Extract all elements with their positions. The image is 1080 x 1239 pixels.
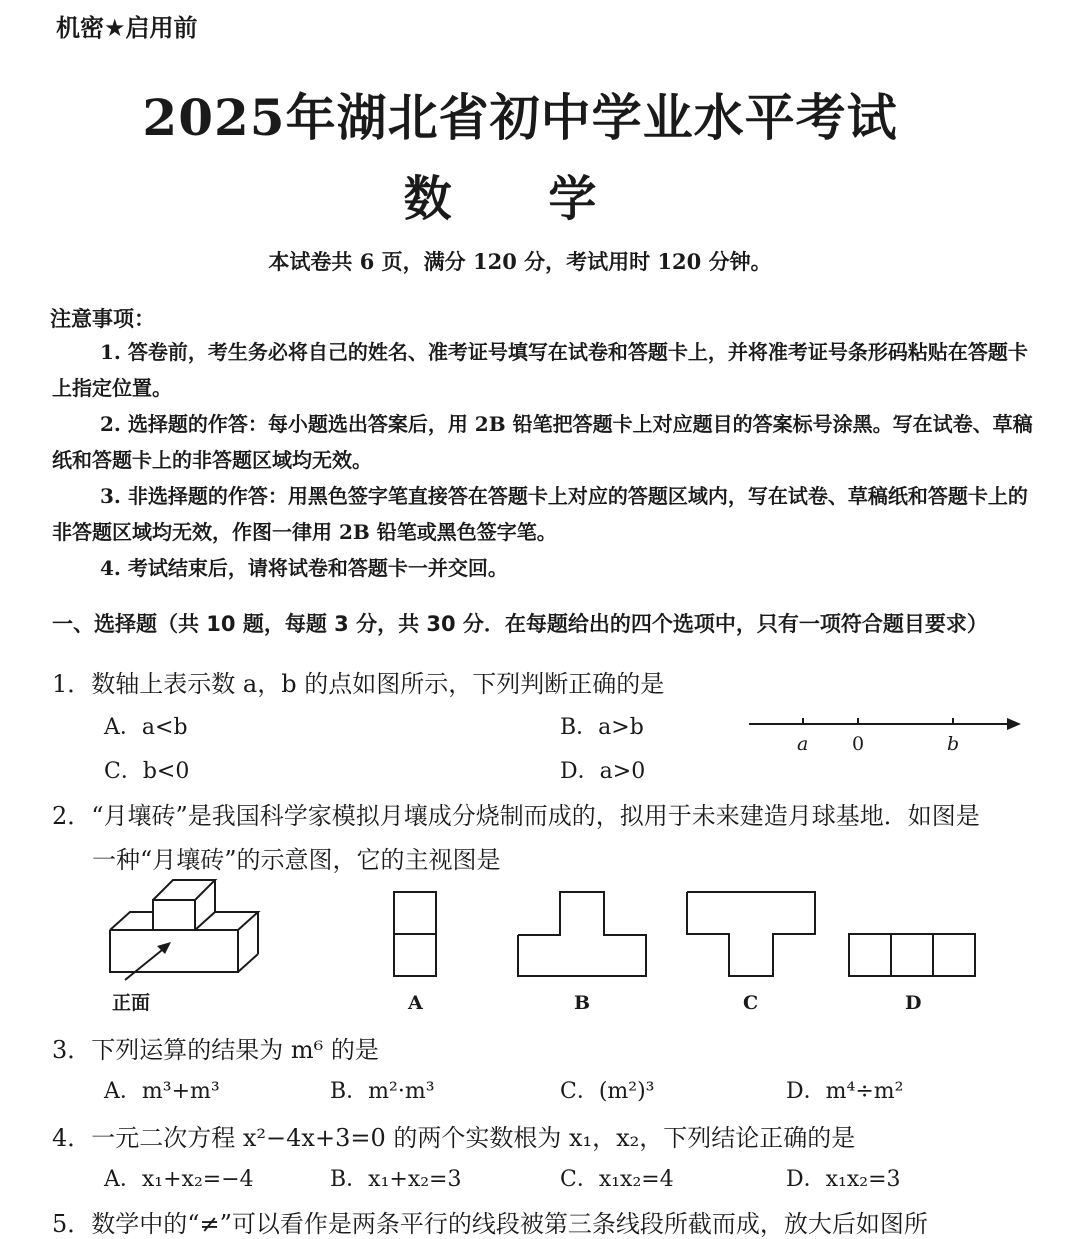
notice-heading: 注意事项：	[50, 307, 155, 331]
option-c-view	[685, 890, 820, 980]
exam-title: 2025年湖北省初中学业水平考试	[142, 88, 898, 147]
q3-option-a: A．m³+m³	[104, 1079, 220, 1104]
notice-item: 4. 考试结束后，请将试卷和答题卡一并交回。	[100, 556, 508, 580]
option-a-view	[392, 890, 442, 980]
q3-option-d: D．m⁴÷m²	[786, 1079, 904, 1104]
axis-label-zero: 0	[852, 733, 865, 755]
axis-label-b: b	[947, 733, 960, 755]
q1-option-d: D．a>0	[560, 759, 646, 784]
q2-option-d-label: D	[905, 992, 922, 1014]
q2-stem-line1: 2．“月壤砖”是我国科学家模拟月壤成分烧制而成的，拟用于未来建造月球基地．如图是	[52, 802, 980, 830]
arrow-icon	[1007, 718, 1021, 730]
q1-option-c: C．b<0	[104, 759, 190, 784]
q2-option-a-label: A	[408, 992, 423, 1014]
notice-item: 1. 答卷前，考生务必将自己的姓名、准考证号填写在试卷和答题卡上，并将准考证号条形码粘贴在答题卡上指定位置。	[52, 340, 1028, 400]
notice-item: 3. 非选择题的作答：用黑色签字笔直接答在答题卡上对应的答题区域内，写在试卷、草稿纸和答题卡上的非答题区域均无效，作图一律用 2B 铅笔或黑色签字笔。	[52, 484, 1028, 544]
notice-item: 2. 选择题的作答：每小题选出答案后，用 2B 铅笔把答题卡上对应题目的答案标号涂黑。写在试卷、草稿纸和答题卡上的非答题区域均无效。	[52, 412, 1033, 472]
section-heading: 一、选择题（共 10 题，每题 3 分，共 30 分．在每题给出的四个选项中，只有一项符合题目要求）	[52, 612, 988, 636]
option-d-view	[847, 932, 982, 980]
q2-option-b-label: B	[574, 992, 591, 1014]
q4-option-a: A．x₁+x₂=−4	[104, 1167, 254, 1192]
q4-option-b: B．x₁+x₂=3	[330, 1167, 462, 1192]
q1-option-a: A．a<b	[104, 715, 188, 740]
q3-option-c: C．(m²)³	[560, 1079, 655, 1104]
q1-option-b: B．a>b	[560, 715, 644, 740]
front-arrow	[125, 946, 167, 980]
number-line-figure	[745, 710, 1025, 760]
subject-title: 数 学	[403, 171, 637, 227]
notice-list	[52, 334, 1042, 586]
q3-stem: 3．下列运算的结果为 m⁶ 的是	[52, 1036, 379, 1064]
brick-3d-figure	[105, 872, 265, 982]
exam-info: 本试卷共 6 页，满分 120 分，考试用时 120 分钟。	[268, 249, 772, 274]
front-label: 正面	[112, 992, 151, 1014]
q2-stem-line2: 一种“月壤砖”的示意图，它的主视图是	[92, 846, 501, 874]
option-b-view	[516, 890, 651, 980]
q5-stem: 5．数学中的“≠”可以看作是两条平行的线段被第三条线段所截而成，放大后如图所	[52, 1210, 928, 1238]
q3-option-b: B．m²·m³	[330, 1079, 435, 1104]
q4-option-d: D．x₁x₂=3	[786, 1167, 901, 1192]
q4-option-c: C．x₁x₂=4	[560, 1167, 674, 1192]
q2-option-c-label: C	[743, 992, 759, 1014]
q4-stem: 4．一元二次方程 x²−4x+3=0 的两个实数根为 x₁，x₂，下列结论正确的是	[52, 1124, 856, 1152]
confidential-mark: 机密★启用前	[56, 14, 198, 42]
axis-label-a: a	[797, 733, 809, 755]
q1-stem: 1．数轴上表示数 a，b 的点如图所示，下列判断正确的是	[52, 670, 665, 698]
